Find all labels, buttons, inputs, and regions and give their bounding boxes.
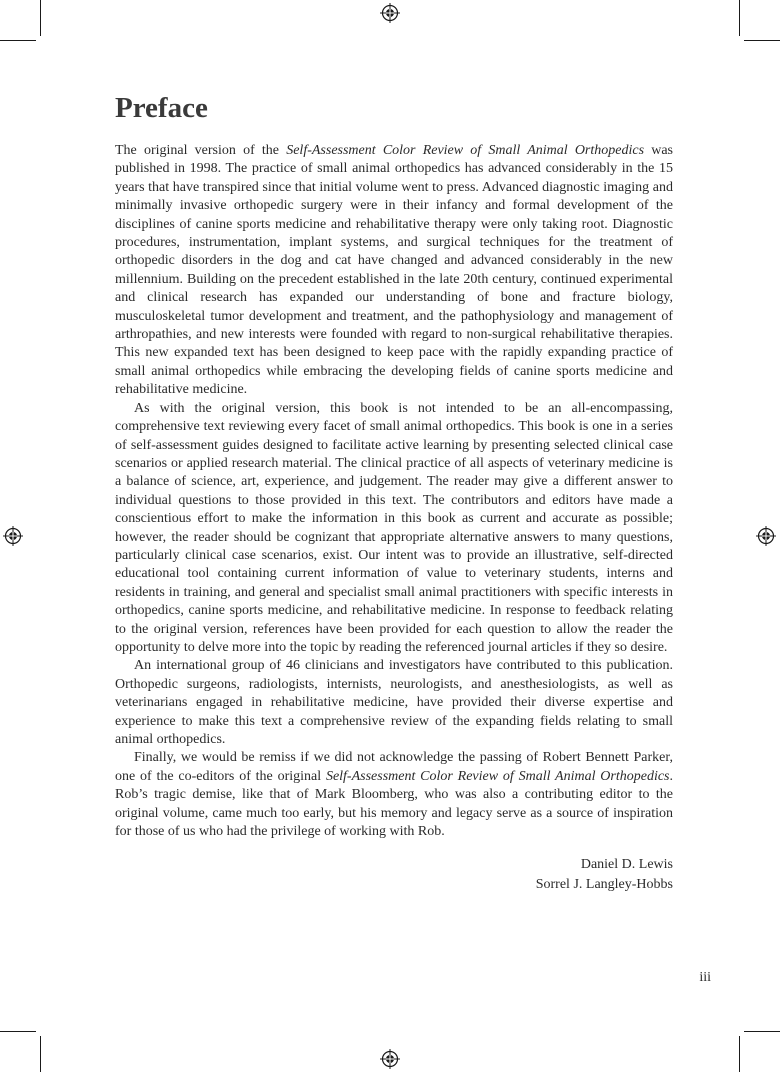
paragraph-1-text: The original version of the	[115, 143, 287, 158]
crop-mark-top-right	[739, 0, 740, 36]
crop-mark-right-bottom	[744, 1031, 780, 1032]
paragraph-1-book-title: Self-Assessment Color Review of Small Animal Orthopedics	[286, 143, 645, 158]
paragraph-3	[115, 657, 673, 749]
registration-mark-bottom-icon	[380, 1049, 400, 1069]
paragraph-4-text: . Rob’s tragic demise, like that of Mark Bloomberg, who was also a contributing editor to the original volume, came much too early, but his memory and legacy serve as a source of inspiration for those of us who had the privilege of working with Rob.	[115, 768, 673, 840]
paragraph-4	[115, 749, 673, 841]
signature-name: Daniel D. Lewis	[580, 857, 673, 873]
registration-mark-right-icon	[756, 526, 776, 546]
signature-block	[115, 855, 673, 895]
page-title: Preface	[115, 92, 208, 124]
page-number: iii	[699, 970, 711, 985]
paragraph-4-text: Finally, we would be remiss if we did not acknowledge the passing of Robert Bennett Parker, one of the co-editors of the original	[115, 750, 673, 784]
registration-mark-left-icon	[3, 526, 23, 546]
crop-mark-left-bottom	[0, 1031, 36, 1032]
crop-mark-top-left	[40, 0, 41, 36]
paragraph-1	[115, 142, 673, 400]
paragraph-4-book-title: Self-Assessment Color Review of Small Animal Orthopedics	[325, 768, 670, 784]
crop-mark-bottom-left	[40, 1036, 41, 1072]
paragraph-2-text: As with the original version, this book is not intended to be an all-encompassing, comprehensive text reviewing every facet of small animal orthopedics. This book is one in a series of self-assessment guides designed to facilitate active learning by presenting selected clinical case scenarios or applied research material. The clinical practice of all aspects of veterinary medicine is a balance of science, art, experience, and judgement. The reader may give a different answer to individual questions to those provided in this text. The contributors and editors have made a conscientious effort to make the information in this book as current and accurate as possible; however, the reader should be cognizant that appropriate alternative answers to many questions, particularly clinical case scenarios, exist. Our intent was to provide an illustrative, self-directed educational tool containing current information of value to veterinary students, interns and residents in training, and general and specialist small animal practitioners with specific interests in orthopedics, canine sports medicine, and rehabilitative medicine. In response to feedback relating to the original version, references have been provided for each question to allow the reader the opportunity to delve more into the topic by reading the referenced journal articles if they so desire.	[115, 400, 673, 655]
crop-mark-left-top	[0, 40, 36, 41]
paragraph-2	[115, 400, 673, 658]
crop-mark-bottom-right	[739, 1036, 740, 1072]
signature-name: Sorrel J. Langley-Hobbs	[535, 877, 673, 893]
page-body	[115, 88, 673, 895]
paragraph-1-text: was published in 1998. The practice of small animal orthopedics has advanced considerably in the 15 years that have transpired since that initial volume went to press. Advanced diagnostic imaging and minimally invasive orthopedic surgery were in their infancy and formal development of the disciplines of canine sports medicine and rehabilitative therapy were only taking root. Diagnostic procedures, instrumentation, implant systems, and surgical techniques for the treatment of orthopedic disorders in the dog and cat have changed and advanced considerably in the new millennium. Building on the precedent established in the late 20th century, continued experimental and clinical research has expanded our understanding of bone and fracture biology, musculoskeletal tumor development and treatment, and the pathophysiology and management of arthropathies, and new interests were founded with regard to non-surgical rehabilitative therapies. This new expanded text has been designed to keep pace with the rapidly expanding practice of small animal orthopedics while embracing the developing fields of canine sports medicine and rehabilitative medicine.	[115, 143, 673, 398]
crop-mark-right-top	[744, 40, 780, 41]
paragraph-3-text: An international group of 46 clinicians and investigators have contributed to this publication. Orthopedic surgeons, radiologists, internists, neurologists, and anesthesiologists, as well as veterinarians engaged in rehabilitative medicine, have provided their diverse expertise and experience to make this text a comprehensive review of the expanding fields relating to small animal orthopedics.	[115, 658, 673, 747]
registration-mark-top-icon	[380, 3, 400, 23]
